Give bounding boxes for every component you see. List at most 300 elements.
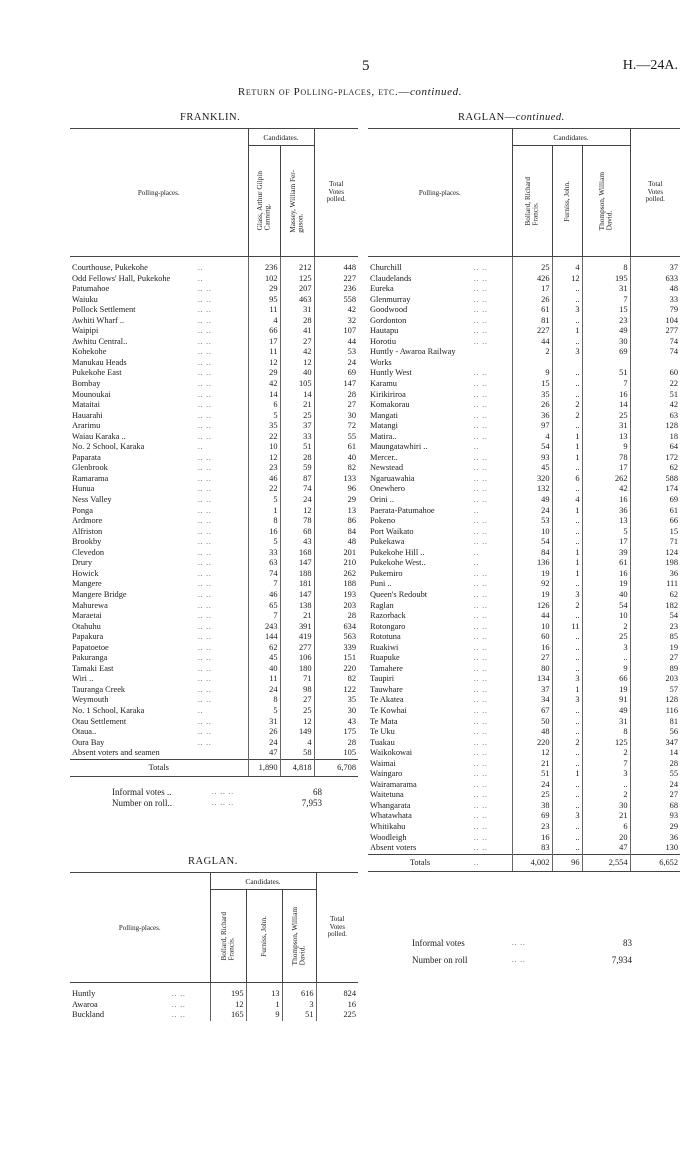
- table-row: [368, 368, 680, 379]
- leader-dots: ..: [198, 274, 204, 283]
- table-row: [368, 706, 680, 717]
- candidate-votes-cell: ..: [552, 653, 582, 664]
- candidate-votes-cell: 1: [552, 769, 582, 780]
- polling-place-name: Raglan: [370, 600, 394, 610]
- candidate-votes-cell: 3: [582, 769, 630, 780]
- total-votes-cell: 105: [314, 748, 358, 759]
- candidate-votes-cell: 83: [512, 843, 552, 854]
- totals-label: Totals: [368, 854, 472, 872]
- candidates-header: Candidates.: [512, 129, 630, 146]
- candidate-votes-cell: 31: [582, 717, 630, 728]
- polling-place-name: Patumahoe: [72, 284, 110, 294]
- total-votes-cell: 28: [314, 738, 358, 749]
- total-votes-cell: 198: [630, 558, 680, 569]
- total-votes-cell: 43: [314, 717, 358, 728]
- polling-place-name: Mahurewa: [72, 600, 108, 610]
- candidate-votes-cell: 165: [210, 1010, 246, 1021]
- leader-dots: .. ..: [474, 791, 488, 800]
- candidate-col: [512, 146, 552, 257]
- candidate-votes-cell: 8: [582, 727, 630, 738]
- candidate-col: [282, 890, 316, 983]
- candidate-votes-cell: 3: [582, 643, 630, 654]
- total-votes-cell: 116: [630, 706, 680, 717]
- candidate-votes-cell: 31: [280, 305, 314, 316]
- candidate-votes-cell: 33: [280, 432, 314, 443]
- polling-place-name: Te Mata: [370, 716, 398, 726]
- candidate-col: [210, 890, 246, 983]
- candidate-votes-cell: 19: [582, 579, 630, 590]
- candidate-votes-cell: [582, 358, 630, 369]
- leader-dots: .. ..: [474, 822, 488, 831]
- candidate-votes-cell: 16: [582, 495, 630, 506]
- total-votes-cell: 82: [314, 463, 358, 474]
- roll-number-row: [412, 955, 632, 966]
- polling-place-name: Mataitai: [72, 400, 100, 410]
- polling-place-name: Te Uku: [370, 727, 395, 737]
- candidate-votes-cell: 54: [512, 442, 552, 453]
- table-row: [70, 347, 358, 358]
- table-row: [70, 643, 358, 654]
- candidate-votes-cell: 4: [248, 316, 280, 327]
- candidate-votes-cell: ..: [552, 537, 582, 548]
- polling-place-name: Pukemiro: [370, 568, 403, 578]
- informal-votes-label: Informal votes ..: [112, 787, 172, 797]
- informal-votes-value: 68: [313, 787, 322, 797]
- candidate-votes-cell: 180: [280, 664, 314, 675]
- polling-place-name: Waiau Karaka ..: [72, 431, 126, 441]
- candidate-votes-cell: 24: [248, 685, 280, 696]
- leader-dots: .. ..: [198, 654, 212, 663]
- polling-place-name: Razorback: [370, 611, 406, 621]
- leader-dots: .. ..: [198, 390, 212, 399]
- candidate-votes-cell: 40: [248, 664, 280, 675]
- table-row: [368, 622, 680, 633]
- informal-votes-value: 83: [623, 938, 632, 948]
- candidate-votes-cell: 36: [582, 506, 630, 517]
- raglan-continued-table: [368, 128, 680, 872]
- candidate-votes-cell: 2: [582, 622, 630, 633]
- polling-place-name: Pakuranga: [72, 653, 108, 663]
- candidate-col: [552, 146, 582, 257]
- total-value: 6,652: [630, 854, 680, 872]
- leader-dots: .. ..: [474, 612, 488, 621]
- total-votes-cell: 122: [314, 685, 358, 696]
- raglan-cont-title: [458, 112, 565, 123]
- polling-place-name: Waimai: [370, 758, 396, 768]
- candidate-votes-cell: 12: [210, 1000, 246, 1011]
- total-votes-cell: 23: [630, 622, 680, 633]
- total-votes-cell: 130: [630, 843, 680, 854]
- total-votes-cell: 30: [314, 706, 358, 717]
- candidate-name: Thompson, William David.: [597, 171, 615, 231]
- table-row: [368, 727, 680, 738]
- candidate-votes-cell: 10: [512, 527, 552, 538]
- polling-place-name: Hauarahi: [72, 410, 103, 420]
- leader-dots: .. ..: [198, 369, 212, 378]
- table-row: [368, 790, 680, 801]
- total-votes-cell: 347: [630, 738, 680, 749]
- leader-dots: .. ..: [474, 380, 488, 389]
- candidate-votes-cell: ..: [552, 717, 582, 728]
- polling-place-name: Wairamarama: [370, 779, 417, 789]
- polling-place-name: Pukekohe East: [72, 368, 122, 378]
- leader-dots: .. ..: [198, 527, 212, 536]
- candidate-votes-cell: 21: [582, 811, 630, 822]
- table-row: [368, 432, 680, 443]
- table-row: [70, 653, 358, 664]
- polling-place-name: Te Kowhai: [370, 705, 407, 715]
- candidate-votes-cell: 4: [512, 432, 552, 443]
- total-votes-cell: 89: [630, 664, 680, 675]
- candidate-votes-cell: 49: [582, 326, 630, 337]
- totals-label: Totals: [70, 759, 248, 777]
- leader-dots: .. ..: [474, 706, 488, 715]
- total-votes-cell: 61: [314, 442, 358, 453]
- candidate-votes-cell: 195: [210, 983, 246, 1000]
- candidate-votes-cell: 38: [512, 801, 552, 812]
- polling-place-name: Hunua: [72, 484, 95, 494]
- polling-place-name: Clevedon: [72, 547, 105, 557]
- total-votes-cell: 210: [314, 558, 358, 569]
- total-votes-cell: 24: [314, 358, 358, 369]
- polling-place-name: Waitetuna: [370, 790, 404, 800]
- candidate-votes-cell: 30: [582, 337, 630, 348]
- leader-dots: .. ..: [474, 749, 488, 758]
- candidate-votes-cell: 6: [552, 474, 582, 485]
- candidate-votes-cell: 80: [512, 664, 552, 675]
- candidate-votes-cell: 125: [280, 274, 314, 285]
- total-votes-cell: 220: [314, 664, 358, 675]
- polling-place-name: Otau Settlement: [72, 716, 127, 726]
- total-votes-cell: 63: [630, 411, 680, 422]
- total-votes-cell: 55: [630, 769, 680, 780]
- total-value: 6,708: [314, 759, 358, 777]
- table-row: [70, 495, 358, 506]
- leader-dots: .. ..: [474, 316, 488, 325]
- candidate-votes-cell: 17: [582, 537, 630, 548]
- total-votes-cell: 28: [314, 611, 358, 622]
- total-votes-cell: 32: [314, 316, 358, 327]
- total-votes-cell: 104: [630, 316, 680, 327]
- polling-place-name: Paparata: [72, 452, 101, 462]
- candidate-votes-cell: 34: [512, 695, 552, 706]
- candidate-votes-cell: 1: [248, 506, 280, 517]
- polling-place-name: No. 1 School, Karaka: [72, 705, 145, 715]
- candidate-votes-cell: ..: [552, 316, 582, 327]
- candidate-votes-cell: 2: [552, 738, 582, 749]
- candidate-votes-cell: 40: [582, 590, 630, 601]
- table-row: [368, 769, 680, 780]
- polling-place-name: Churchill: [370, 263, 402, 272]
- table-row: [70, 537, 358, 548]
- table-row: [70, 358, 358, 369]
- candidate-votes-cell: ..: [552, 379, 582, 390]
- candidate-votes-cell: 47: [582, 843, 630, 854]
- franklin-table: [70, 128, 358, 777]
- polling-place-name: Drury: [72, 558, 93, 568]
- candidate-votes-cell: 92: [512, 579, 552, 590]
- table-row: [70, 611, 358, 622]
- polling-place-name: Orini ..: [370, 495, 394, 505]
- candidate-votes-cell: 616: [282, 983, 316, 1000]
- leader-dots: .. ..: [198, 380, 212, 389]
- candidate-votes-cell: 1: [552, 506, 582, 517]
- leader-dots: .. ..: [474, 464, 488, 473]
- col-polling-places: Polling-places.: [70, 129, 248, 257]
- total-votes-cell: 588: [630, 474, 680, 485]
- leader-dots: .. ..: [474, 295, 488, 304]
- table-row: [70, 727, 358, 738]
- total-votes-cell: 55: [314, 432, 358, 443]
- table-row: [368, 579, 680, 590]
- candidate-votes-cell: 28: [280, 453, 314, 464]
- leader-dots: .. ..: [198, 432, 212, 441]
- leader-dots: .. ..: [474, 601, 488, 610]
- candidate-votes-cell: 53: [512, 516, 552, 527]
- leader-dots: .. ..: [474, 337, 488, 346]
- leader-dots: .. ..: [474, 812, 488, 821]
- leader-dots: .. ..: [474, 580, 488, 589]
- polling-place-name: Works: [370, 357, 392, 367]
- candidate-votes-cell: 1: [552, 442, 582, 453]
- table-row: [70, 305, 358, 316]
- roll-number-label: Number on roll: [412, 955, 468, 965]
- polling-place-name: Komakorau: [370, 400, 410, 410]
- page-title-text: Return of Polling-places, etc.—: [237, 86, 410, 98]
- candidate-votes-cell: 1: [552, 685, 582, 696]
- candidate-votes-cell: 19: [512, 590, 552, 601]
- col-total-votes: Total Votes polled.: [630, 129, 680, 257]
- polling-place-name: Horotiu: [370, 336, 397, 346]
- total-votes-cell: 128: [630, 695, 680, 706]
- total-votes-cell: 42: [630, 400, 680, 411]
- candidate-votes-cell: ..: [552, 748, 582, 759]
- leader-dots: .. ..: [474, 517, 488, 526]
- candidate-votes-cell: 9: [512, 368, 552, 379]
- candidate-votes-cell: 48: [512, 727, 552, 738]
- table-row: [368, 316, 680, 327]
- polling-place-name: Ararimu: [72, 421, 101, 431]
- polling-place-name: Goodwood: [370, 305, 408, 315]
- table-row: [368, 305, 680, 316]
- total-votes-cell: 56: [630, 727, 680, 738]
- table-row: [70, 717, 358, 728]
- table-row: [368, 590, 680, 601]
- candidate-votes-cell: ..: [552, 790, 582, 801]
- total-votes-cell: 563: [314, 632, 358, 643]
- candidate-votes-cell: ..: [552, 611, 582, 622]
- table-row: [368, 400, 680, 411]
- polling-place-name: Awhitu Central..: [72, 336, 128, 346]
- candidate-votes-cell: 63: [248, 558, 280, 569]
- table-row: [368, 453, 680, 464]
- table-row: [70, 442, 358, 453]
- leader-dots: .. ..: [198, 633, 212, 642]
- candidate-votes-cell: 227: [512, 326, 552, 337]
- leader-dots: ..: [474, 548, 480, 557]
- polling-place-name: Ruapuke: [370, 653, 400, 663]
- table-row: [368, 506, 680, 517]
- candidate-votes-cell: 3: [552, 305, 582, 316]
- total-votes-cell: 42: [314, 305, 358, 316]
- candidate-votes-cell: 46: [248, 474, 280, 485]
- polling-place-name: Matira..: [370, 431, 397, 441]
- table-row: [368, 390, 680, 401]
- candidate-votes-cell: ..: [552, 843, 582, 854]
- leader-dots: ..: [474, 559, 480, 568]
- candidate-votes-cell: 31: [582, 284, 630, 295]
- candidate-votes-cell: 25: [582, 411, 630, 422]
- leader-dots: .. ..: [198, 538, 212, 547]
- total-votes-cell: 29: [630, 822, 680, 833]
- leader-dots: .. ..: [198, 612, 212, 621]
- candidate-name: Massey, William Fer- guson.: [288, 169, 305, 233]
- table-row: [368, 274, 680, 285]
- candidate-votes-cell: 39: [582, 548, 630, 559]
- leader-dots: .. ..: [198, 728, 212, 737]
- polling-place-name: Ramarama: [72, 473, 109, 483]
- total-votes-cell: 633: [630, 274, 680, 285]
- leader-dots: .. ..: [198, 517, 212, 526]
- candidate-votes-cell: 74: [248, 569, 280, 580]
- leader-dots: .. ..: [474, 327, 488, 336]
- candidate-votes-cell: 51: [282, 1010, 316, 1021]
- polling-place-name: Mangati: [370, 410, 398, 420]
- polling-place-name: Gordonton: [370, 315, 407, 325]
- candidate-votes-cell: 10: [248, 442, 280, 453]
- table-row: [70, 738, 358, 749]
- candidate-votes-cell: 463: [280, 295, 314, 306]
- candidate-votes-cell: 26: [512, 295, 552, 306]
- candidate-votes-cell: 14: [280, 390, 314, 401]
- leader-dots: .. ..: [198, 348, 212, 357]
- candidate-votes-cell: 7: [248, 579, 280, 590]
- roll-number-label: Number on roll..: [112, 798, 172, 808]
- leader-dots: .. ..: [198, 738, 212, 747]
- polling-place-name: Taupiri: [370, 674, 395, 684]
- table-row: [368, 421, 680, 432]
- leader-dots: .. ..: [474, 654, 488, 663]
- candidate-votes-cell: 9: [246, 1010, 282, 1021]
- total-votes-cell: 62: [630, 590, 680, 601]
- total-votes-cell: 225: [316, 1010, 358, 1021]
- leader-dots: .. ..: [474, 643, 488, 652]
- candidate-votes-cell: ..: [552, 822, 582, 833]
- polling-place-name: Tamahere: [370, 663, 403, 673]
- candidate-col: [246, 890, 282, 983]
- leader-dots: .. ..: [474, 369, 488, 378]
- leader-dots: .. ..: [474, 801, 488, 810]
- candidate-votes-cell: 97: [512, 421, 552, 432]
- total-votes-cell: 262: [314, 569, 358, 580]
- polling-place-name: Awaroa: [72, 999, 98, 1009]
- candidate-votes-cell: 31: [582, 421, 630, 432]
- table-row: [368, 811, 680, 822]
- total-votes-cell: 448: [314, 257, 358, 274]
- total-votes-cell: 53: [314, 347, 358, 358]
- candidate-votes-cell: 84: [512, 548, 552, 559]
- candidate-votes-cell: 181: [280, 579, 314, 590]
- leader-dots: .. ..: [198, 664, 212, 673]
- polling-place-name: Pollock Settlement: [72, 305, 136, 315]
- candidate-votes-cell: 36: [512, 411, 552, 422]
- candidate-votes-cell: 68: [280, 527, 314, 538]
- candidate-votes-cell: 9: [582, 664, 630, 675]
- total-votes-cell: 36: [630, 569, 680, 580]
- candidate-votes-cell: 1: [552, 326, 582, 337]
- total-votes-cell: [630, 358, 680, 369]
- leader-dots: .. ..: [474, 264, 488, 272]
- total-votes-cell: 18: [630, 432, 680, 443]
- polling-place-name: Waiuku: [72, 294, 98, 304]
- total-votes-cell: 236: [314, 284, 358, 295]
- candidate-votes-cell: 71: [280, 674, 314, 685]
- total-votes-cell: 151: [314, 653, 358, 664]
- candidate-votes-cell: 65: [248, 601, 280, 612]
- polling-place-name: Tamaki East: [72, 663, 114, 673]
- total-votes-cell: 193: [314, 590, 358, 601]
- candidate-votes-cell: ..: [582, 653, 630, 664]
- candidate-votes-cell: 320: [512, 474, 552, 485]
- total-votes-cell: 69: [630, 495, 680, 506]
- leader-dots: .. ..: [198, 590, 212, 599]
- polling-place-name: Te Akatea: [370, 695, 404, 705]
- candidate-votes-cell: 22: [248, 484, 280, 495]
- polling-place-name: Manukau Heads: [72, 357, 127, 367]
- total-votes-cell: 69: [314, 368, 358, 379]
- leader-dots: .. ..: [198, 411, 212, 420]
- candidate-votes-cell: 11: [552, 622, 582, 633]
- candidate-votes-cell: 15: [512, 379, 552, 390]
- polling-place-name: Howick: [72, 568, 99, 578]
- total-votes-cell: 124: [630, 548, 680, 559]
- table-row: [368, 664, 680, 675]
- informal-votes-label: Informal votes: [412, 938, 465, 948]
- candidate-votes-cell: ..: [582, 780, 630, 791]
- candidate-votes-cell: 138: [280, 601, 314, 612]
- col-polling-places: Polling-places.: [70, 873, 210, 983]
- leader-dots: .. ..: [198, 685, 212, 694]
- candidate-name: Furniss, John.: [562, 180, 572, 222]
- total-votes-cell: 72: [314, 421, 358, 432]
- candidate-votes-cell: 27: [280, 337, 314, 348]
- leader-dots: .. ..: [198, 474, 212, 483]
- page-title: [0, 86, 700, 98]
- leader-dots: ..: [474, 443, 480, 452]
- polling-place-name: No. 2 School, Karaka: [72, 442, 145, 452]
- table-row: [70, 257, 358, 274]
- candidate-votes-cell: 7: [248, 611, 280, 622]
- candidate-votes-cell: 91: [582, 695, 630, 706]
- candidate-votes-cell: 74: [280, 484, 314, 495]
- table-row: [368, 257, 680, 274]
- polling-place-name: Waikokowai: [370, 748, 413, 758]
- total-value: 4,002: [512, 854, 552, 872]
- candidate-col: [582, 146, 630, 257]
- total-votes-cell: 128: [630, 421, 680, 432]
- leader-dots: .. ..: [198, 401, 212, 410]
- candidate-votes-cell: 42: [248, 379, 280, 390]
- candidate-votes-cell: 45: [248, 653, 280, 664]
- candidate-votes-cell: 136: [512, 558, 552, 569]
- table-row: [368, 347, 680, 358]
- leader-dots: .. ..: [198, 316, 212, 325]
- leader-dots: ..: [474, 506, 480, 515]
- total-votes-cell: 33: [630, 295, 680, 306]
- candidate-votes-cell: 13: [582, 516, 630, 527]
- total-value: 1,890: [248, 759, 280, 777]
- candidate-votes-cell: 25: [582, 632, 630, 643]
